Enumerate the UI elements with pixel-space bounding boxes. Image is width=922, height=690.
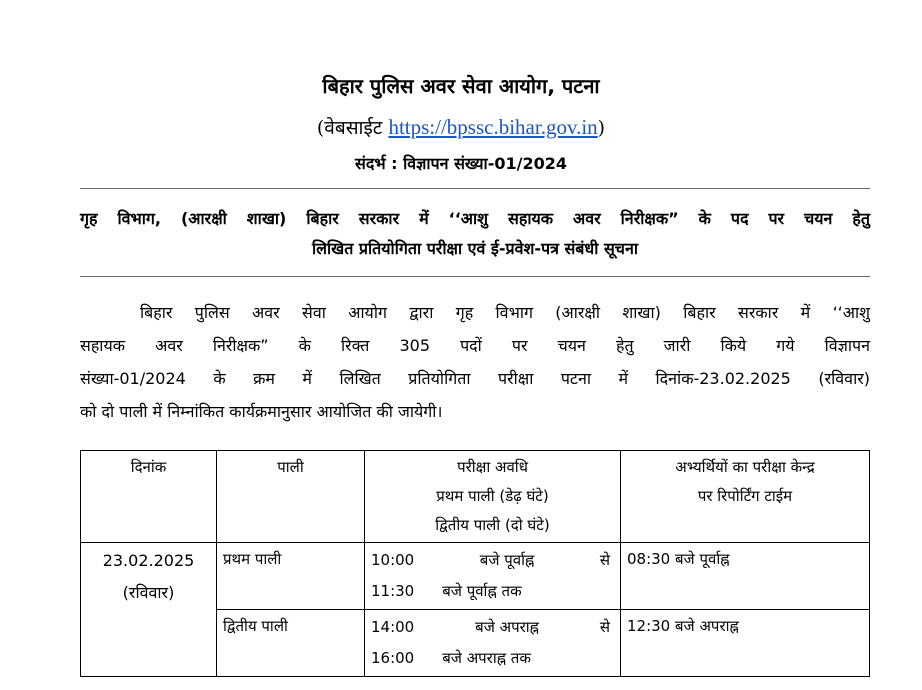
shift-time-cell [365, 610, 621, 677]
shift-name: द्वितीय पाली [217, 610, 365, 677]
body-line-4: को दो पाली में निम्नांकित कार्यक्रमानुसार आयोजित की जायेगी। [80, 402, 443, 421]
exam-day: (रविवार) [122, 583, 175, 602]
table-row [81, 543, 870, 610]
exam-date: 23.02.2025 [102, 551, 195, 570]
duration-second: द्वितीय पाली (दो घंटे) [435, 516, 550, 534]
start-suffix: से [599, 551, 610, 569]
table-header-row [81, 451, 870, 543]
exam-schedule-table [80, 450, 870, 677]
body-line-3: संख्या-01/2024 के क्रम में लिखित प्रतियोगिता परीक्षा पटना में दिनांक-23.02.2025 (रविवार) [80, 369, 870, 388]
start-label: बजे अपराह्न [475, 618, 539, 636]
subject-line-2: लिखित प्रतियोगिता परीक्षा एवं ई-प्रवेश-पत्र संबंधी सूचना [312, 239, 638, 258]
start-label: बजे पूर्वाह्न [479, 551, 535, 569]
page-title: बिहार पुलिस अवर सेवा आयोग, पटना [322, 74, 600, 98]
divider-top [80, 188, 870, 189]
exam-date-cell [81, 543, 217, 677]
divider-bottom [80, 276, 870, 277]
end-label: बजे अपराह्न तक [442, 649, 531, 667]
end-label: बजे पूर्वाह्न तक [442, 582, 522, 600]
subject-line-1: गृह विभाग, (आरक्षी शाखा) बिहार सरकार में ‘‘आशु सहायक अवर निरीक्षक” के पद पर चयन हेतु [80, 209, 870, 228]
duration-first: प्रथम पाली (डेढ़ घंटे) [436, 487, 549, 505]
start-suffix: से [599, 618, 610, 636]
reporting-line-2: पर रिपोर्टिंग टाईम [697, 487, 793, 505]
header-date: दिनांक [81, 451, 217, 543]
notice-subject [80, 204, 870, 264]
notice-body [80, 296, 870, 428]
start-time-line [371, 612, 614, 643]
website-link[interactable]: https://bpssc.bihar.gov.in [388, 115, 598, 139]
shift-name: प्रथम पाली [217, 543, 365, 610]
reporting-line-1: अभ्यर्थियों का परीक्षा केन्द्र [675, 458, 815, 476]
reference-number: संदर्भ : विज्ञापन संख्या-01/2024 [355, 154, 567, 173]
header-reporting [621, 451, 870, 543]
end-time: 11:30 [371, 582, 415, 600]
body-line-2: सहायक अवर निरीक्षक” के रिक्त 305 पदों पर चयन हेतु जारी किये गये विज्ञापन [80, 336, 870, 355]
end-time-line [371, 643, 614, 674]
website-line [0, 114, 922, 140]
start-time: 10:00 [371, 551, 415, 569]
reporting-time: 12:30 बजे अपराह्न [621, 610, 870, 677]
header-duration [365, 451, 621, 543]
website-suffix: ) [597, 117, 606, 139]
body-line-1: बिहार पुलिस अवर सेवा आयोग द्वारा गृह विभाग (आरक्षी शाखा) बिहार सरकार में ‘‘आशु [140, 303, 870, 322]
duration-title: परीक्षा अवधि [457, 458, 528, 476]
reporting-time: 08:30 बजे पूर्वाह्न [621, 543, 870, 610]
header-shift: पाली [217, 451, 365, 543]
website-prefix: (वेबसाईट [316, 117, 389, 139]
shift-time-cell [365, 543, 621, 610]
end-time: 16:00 [371, 649, 415, 667]
end-time-line [371, 576, 614, 607]
start-time-line [371, 545, 614, 576]
start-time: 14:00 [371, 618, 415, 636]
